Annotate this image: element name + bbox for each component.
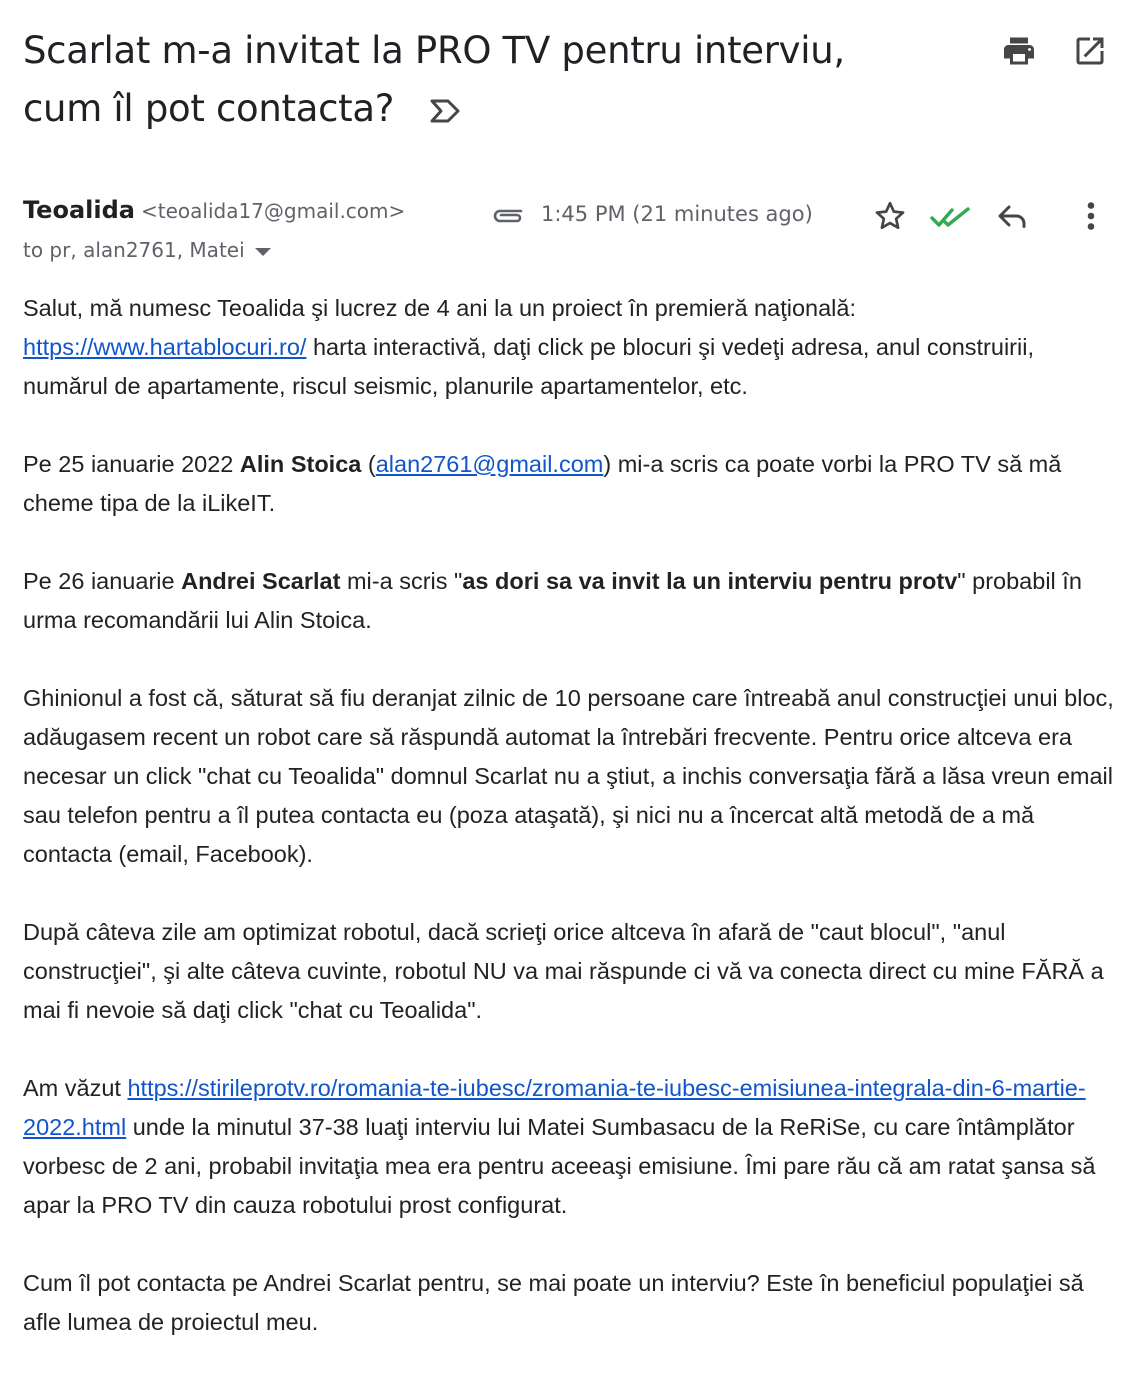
body-paragraph-7: Cum îl pot contacta pe Andrei Scarlat pentru, se mai poate un interviu? Este în beneficiul populaţiei să afle lumea de proiectul meu. [23, 1270, 1084, 1335]
body-text: unde la minutul 37-38 luaţi interviu lui Matei Sumbasacu de la ReRiSe, cu care întâmplător vorbesc de 2 ani, probabil invitaţia mea era pentru aceeaşi emisiune. Îmi pare rău că am ratat şansa să apar la PRO TV din cauza robotului prost configurat. [23, 1114, 1096, 1218]
body-paragraph-3 [23, 562, 1118, 640]
email-body [23, 289, 1118, 1381]
body-text: Am văzut [23, 1075, 128, 1101]
star-icon[interactable] [872, 198, 908, 234]
recipients-text: to pr, alan2761, Matei [23, 238, 245, 262]
double-check-icon [930, 198, 972, 234]
body-paragraph-5: După câteva zile am optimizat robotul, dacă scrieţi orice altceva în afară de "caut blocul", "anul construcţiei", şi alte câteva cuvinte, robotul NU va mai răspunde ci vă va conecta direct cu mine FĂRĂ a mai fi nevoie să daţi click "chat cu Teoalida". [23, 919, 1104, 1023]
subject-line-2: cum îl pot contacta? [23, 87, 395, 130]
body-text: ) mi-a scris ca poate vorbi la PRO TV să mă cheme tipa de la iLikeIT. [23, 451, 1062, 516]
stirileprotv-link[interactable]: https://stirileprotv.ro/romania-te-iubesc/zromania-te-iubesc-emisiunea-integrala-din-6-martie-2022.html [23, 1075, 1086, 1140]
print-icon[interactable] [1001, 33, 1037, 69]
label-arrow-icon[interactable] [428, 96, 462, 126]
recipients-dropdown[interactable] [23, 238, 271, 262]
body-text: Pe 26 ianuarie [23, 568, 182, 594]
body-text: " probabil în urma recomandării lui Alin Stoica. [23, 568, 1082, 633]
email-link[interactable]: alan2761@gmail.com [375, 451, 604, 477]
message-time: 1:45 PM (21 minutes ago) [541, 202, 813, 226]
sender-line [23, 196, 405, 224]
person-name: Andrei Scarlat [181, 568, 341, 594]
body-text: Salut, mă numesc Teoalida şi lucrez de 4 ani la un proiect în premieră naţională: [23, 295, 856, 321]
paperclip-icon [490, 200, 526, 230]
body-paragraph-6 [23, 1069, 1118, 1225]
body-text: Pe 25 ianuarie 2022 [23, 451, 240, 477]
reply-icon[interactable] [994, 198, 1030, 234]
open-in-new-window-icon[interactable] [1072, 33, 1108, 69]
person-name: Alin Stoica [239, 451, 362, 477]
subject-line-1: Scarlat m-a invitat la PRO TV pentru interviu, [23, 29, 845, 72]
body-text: mi-a scris " [340, 568, 463, 594]
more-vertical-icon[interactable] [1073, 198, 1109, 234]
sender-name[interactable]: Teoalida [23, 196, 135, 224]
hartablocuri-link[interactable]: https://www.hartablocuri.ro/ [23, 334, 307, 360]
caret-down-icon [255, 248, 271, 256]
sender-email: <teoalida17@gmail.com> [140, 199, 406, 223]
body-paragraph-2 [23, 445, 1118, 523]
email-subject [23, 22, 983, 138]
body-paragraph-1 [23, 289, 1118, 406]
body-text: harta interactivă, daţi click pe blocuri şi vedeţi adresa, anul construirii, numărul de apartamente, riscul seismic, planurile apartamentelor, etc. [23, 334, 1034, 399]
body-text: ( [361, 451, 376, 477]
body-paragraph-4: Ghinionul a fost că, săturat să fiu deranjat zilnic de 10 persoane care întreabă anul construcţiei unui bloc, adăugasem recent un robot care să răspundă automat la întrebări frecvente. Pentru orice altceva era necesar un click "chat cu Teoalida" domnul Scarlat nu a ştiut, a inchis conversaţia fără a lăsa vreun email sau telefon pentru a îl putea contacta eu (poza ataşată), şi nici nu a încercat altă metodă de a mă contacta (email, Facebook). [23, 685, 1114, 867]
quoted-text: as dori sa va invit la un interviu pentru protv [462, 568, 958, 594]
